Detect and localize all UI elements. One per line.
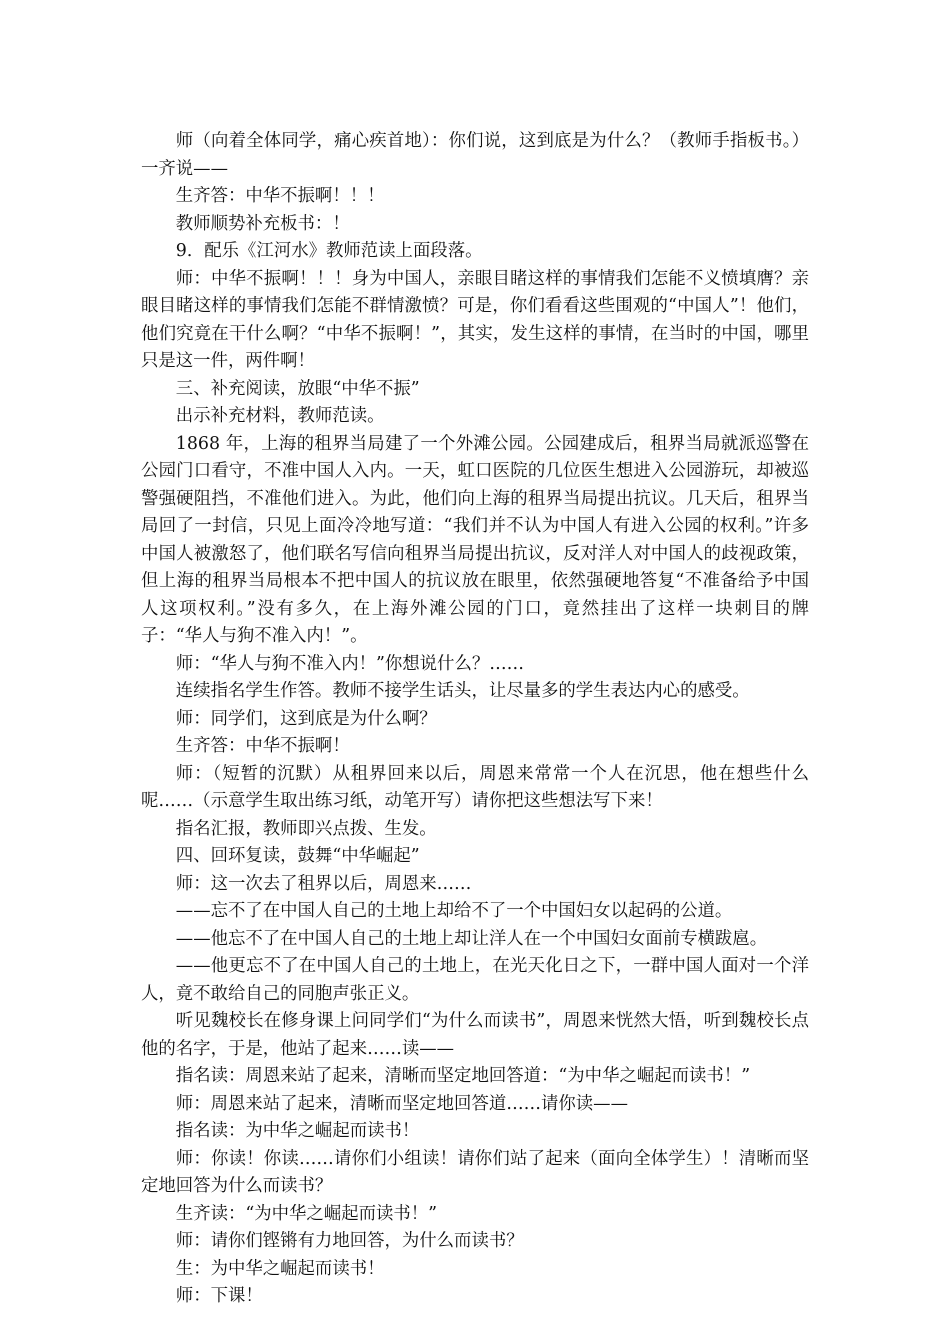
paragraph-named-read-2: 指名读：为中华之崛起而读书！ — [175, 1121, 420, 1141]
paragraph-principal-question: 听见魏校长在修身课上问同学们“为什么而读书”，周恩来恍然大悟，听到魏校长点他的名字，于是，他站了起来……读—— — [141, 1011, 809, 1059]
paragraph-students-answer: 生齐答：中华不振啊！！！ — [175, 186, 385, 206]
paragraph-teacher-again: 师：这一次去了租界以后，周恩来…… — [175, 873, 472, 894]
paragraph-teacher-you-read: 师：你读！你读……请你们小组读！请你们站了起来（面向全体学生）！清晰而坚定地回答为什么而读书？ — [141, 1148, 809, 1196]
paragraph-class-dismissed: 师：下课！ — [175, 1286, 263, 1306]
paragraph-students-answer-2: 生齐答：中华不振啊！ — [175, 736, 350, 756]
paragraph-material-1868: 1868 年，上海的租界当局建了一个外滩公园。公园建成后，租界当局就派巡警在公园门口看守，不准中国人入内。一天，虹口医院的几位医生想进入公园游玩，却被巡警强硬阻挡，不准他们进入。为此，他们向上海的租界当局提出抗议。几天后，租界当局回了一封信，只见上面冷冷地写道：“我们并不认为中国人有进入公园的权利。”许多中国人被激怒了，他们联名写信向租界当局提出抗议，反对洋人对中国人的歧视政策，但上海的租界当局根本不把中国人的抗议放在眼里，依然强硬地答复“不准备给予中国人这项权利。”没有多久，在上海外滩公园的门口，竟然挂出了这样一块刺目的牌子：“华人与狗不准入内！”。 — [141, 433, 809, 646]
paragraph-dash-3: ——他更忘不了在中国人自己的土地上，在光天化日之下，一群中国人面对一个洋人，竟不敢给自己的同胞声张正义。 — [141, 956, 809, 1004]
paragraph-teacher-prompt: 师：“华人与狗不准入内！”你想说什么？…… — [175, 653, 525, 674]
paragraph-show-material: 出示补充材料，教师范读。 — [175, 406, 385, 426]
paragraph-teacher-answer: 师：请你们铿锵有力地回答，为什么而读书？ — [175, 1231, 524, 1251]
paragraph-teacher-speech: 师：中华不振啊！！！身为中国人，亲眼目睹这样的事情我们怎能不义愤填膺？亲眼目睹这样的事情我们怎能不群情激愤？可是，你们看看这些围观的“中国人”！他们，他们究竟在干什么啊？“中华不振啊！”，其实，发生这样的事情，在当时的中国，哪里只是这一件，两件啊！ — [141, 268, 809, 371]
paragraph-report: 指名汇报，教师即兴点拨、生发。 — [175, 818, 437, 839]
paragraph-students-read: 生齐读：“为中华之崛起而读书！” — [175, 1203, 438, 1224]
paragraph-teacher-read: 师：周恩来站了起来，清晰而坚定地回答道……请你读—— — [175, 1093, 628, 1114]
paragraph-teacher-question: 师（向着全体同学，痛心疾首地）：你们说，这到底是为什么？（教师手指板书。）一齐说—— — [141, 131, 809, 179]
paragraph-board-writing: 教师顺势补充板书：！ — [175, 213, 350, 234]
document-page — [141, 128, 809, 1311]
section-heading-4: 四、回环复读，鼓舞“中华崛起” — [175, 846, 420, 866]
paragraph-dash-1: ——忘不了在中国人自己的土地上却给不了一个中国妇女以起码的公道。 — [175, 901, 733, 921]
paragraph-named-read-1: 指名读：周恩来站了起来，清晰而坚定地回答道：“为中华之崛起而读书！” — [175, 1066, 751, 1086]
section-heading-3: 三、补充阅读，放眼“中华不振” — [175, 378, 420, 399]
paragraph-dash-2: ——他忘不了在中国人自己的土地上却让洋人在一个中国妇女面前专横跋扈。 — [175, 928, 768, 949]
paragraph-teacher-silence: 师：（短暂的沉默）从租界回来以后，周恩来常常一个人在沉思，他在想些什么呢……（示意学生取出练习纸，动笔开写）请你把这些想法写下来！ — [141, 763, 809, 811]
paragraph-step-9: 9．配乐《江河水》教师范读上面段落。 — [175, 241, 483, 261]
paragraph-call-students: 连续指名学生作答。教师不接学生话头，让尽量多的学生表达内心的感受。 — [175, 681, 750, 701]
paragraph-teacher-why: 师：同学们，这到底是为什么啊？ — [175, 708, 437, 729]
paragraph-student-answer: 生：为中华之崛起而读书！ — [175, 1258, 385, 1279]
